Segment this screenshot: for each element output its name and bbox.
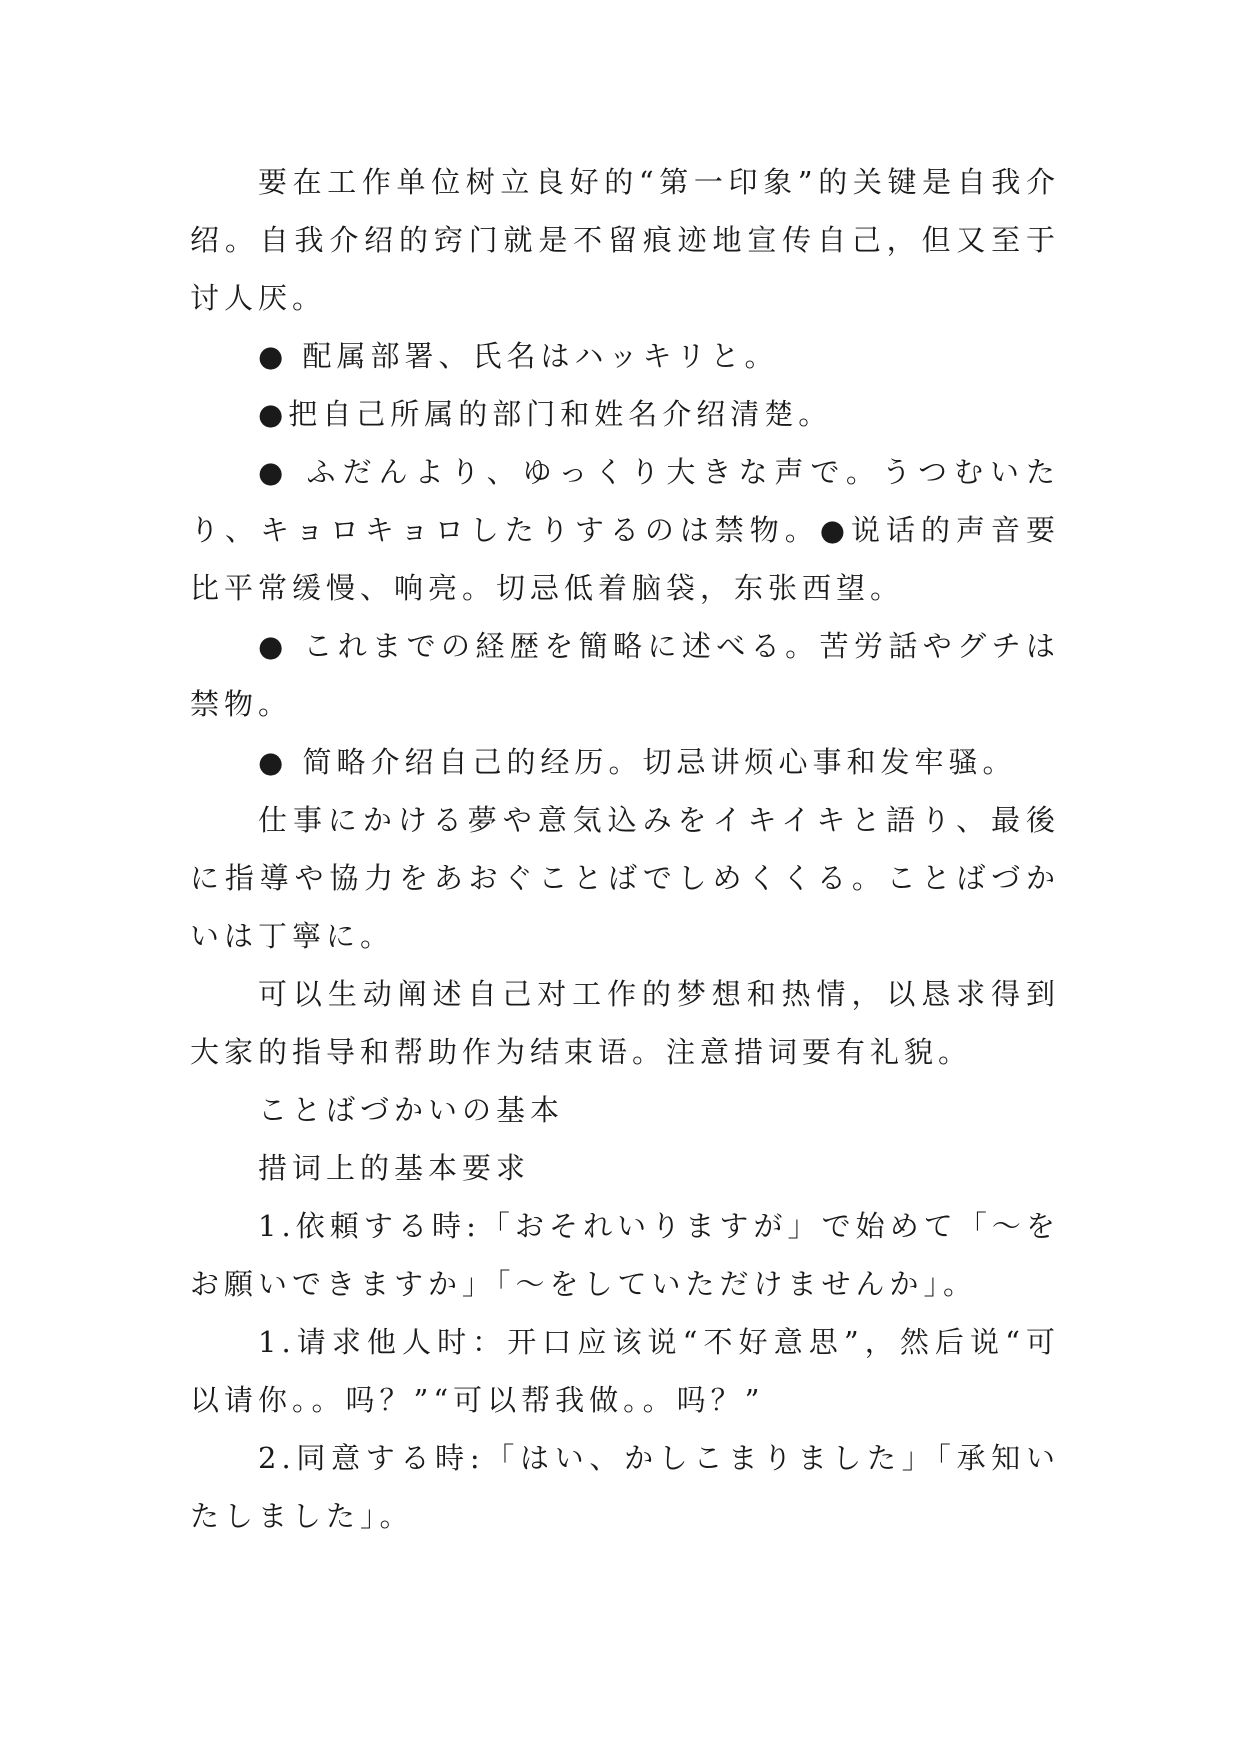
- paragraph-dreams-cn: 可以生动阐述自己对工作的梦想和热情，以恳求得到大家的指导和帮助作为结束语。注意措词要有礼貌。: [190, 977, 1060, 1069]
- section-heading-cn: 措词上的基本要求: [258, 1151, 531, 1185]
- section-heading-jp: ことばづかいの基本: [258, 1093, 565, 1127]
- paragraph-dreams-jp: 仕事にかける夢や意気込みをイキイキと語り、最後に指導や協力をあおぐことばでしめくくる。ことばづかいは丁寧に。: [190, 803, 1060, 953]
- bullet-career-cn: ● 简略介绍自己的经历。切忌讲烦心事和发牢骚。: [258, 745, 1017, 779]
- item-agree-jp: 2.同意する時:「はい、かしこまりました」「承知いたしました」。: [190, 1441, 1060, 1533]
- bullet-career-jp: ● これまでの経歴を簡略に述べる。苦労話やグチは禁物。: [190, 629, 1060, 721]
- bullet-department-name-cn: ●把自己所属的部门和姓名介绍清楚。: [258, 397, 833, 431]
- bullet-department-name-jp: ● 配属部署、氏名はハッキリと。: [258, 339, 779, 373]
- paragraph-intro: 要在工作单位树立良好的“第一印象”的关键是自我介绍。自我介绍的窍门就是不留痕迹地宣传自己，但又至于讨人厌。: [190, 165, 1060, 315]
- bullet-voice: ● ふだんより、ゆっくり大きな声で。うつむいたり、キョロキョロしたりするのは禁物。●说话的声音要比平常缓慢、响亮。切忌低着脑袋，东张西望。: [190, 455, 1060, 605]
- item-request-cn: 1.请求他人时：开口应该说“不好意思”，然后说“可以请你。。吗？”“可以帮我做。。吗？”: [190, 1325, 1060, 1417]
- item-request-jp: 1.依頼する時:「おそれいりますが」で始めて「～をお願いできますか」「～をしていただけませんか」。: [190, 1209, 1060, 1301]
- document-body: [190, 153, 1060, 1545]
